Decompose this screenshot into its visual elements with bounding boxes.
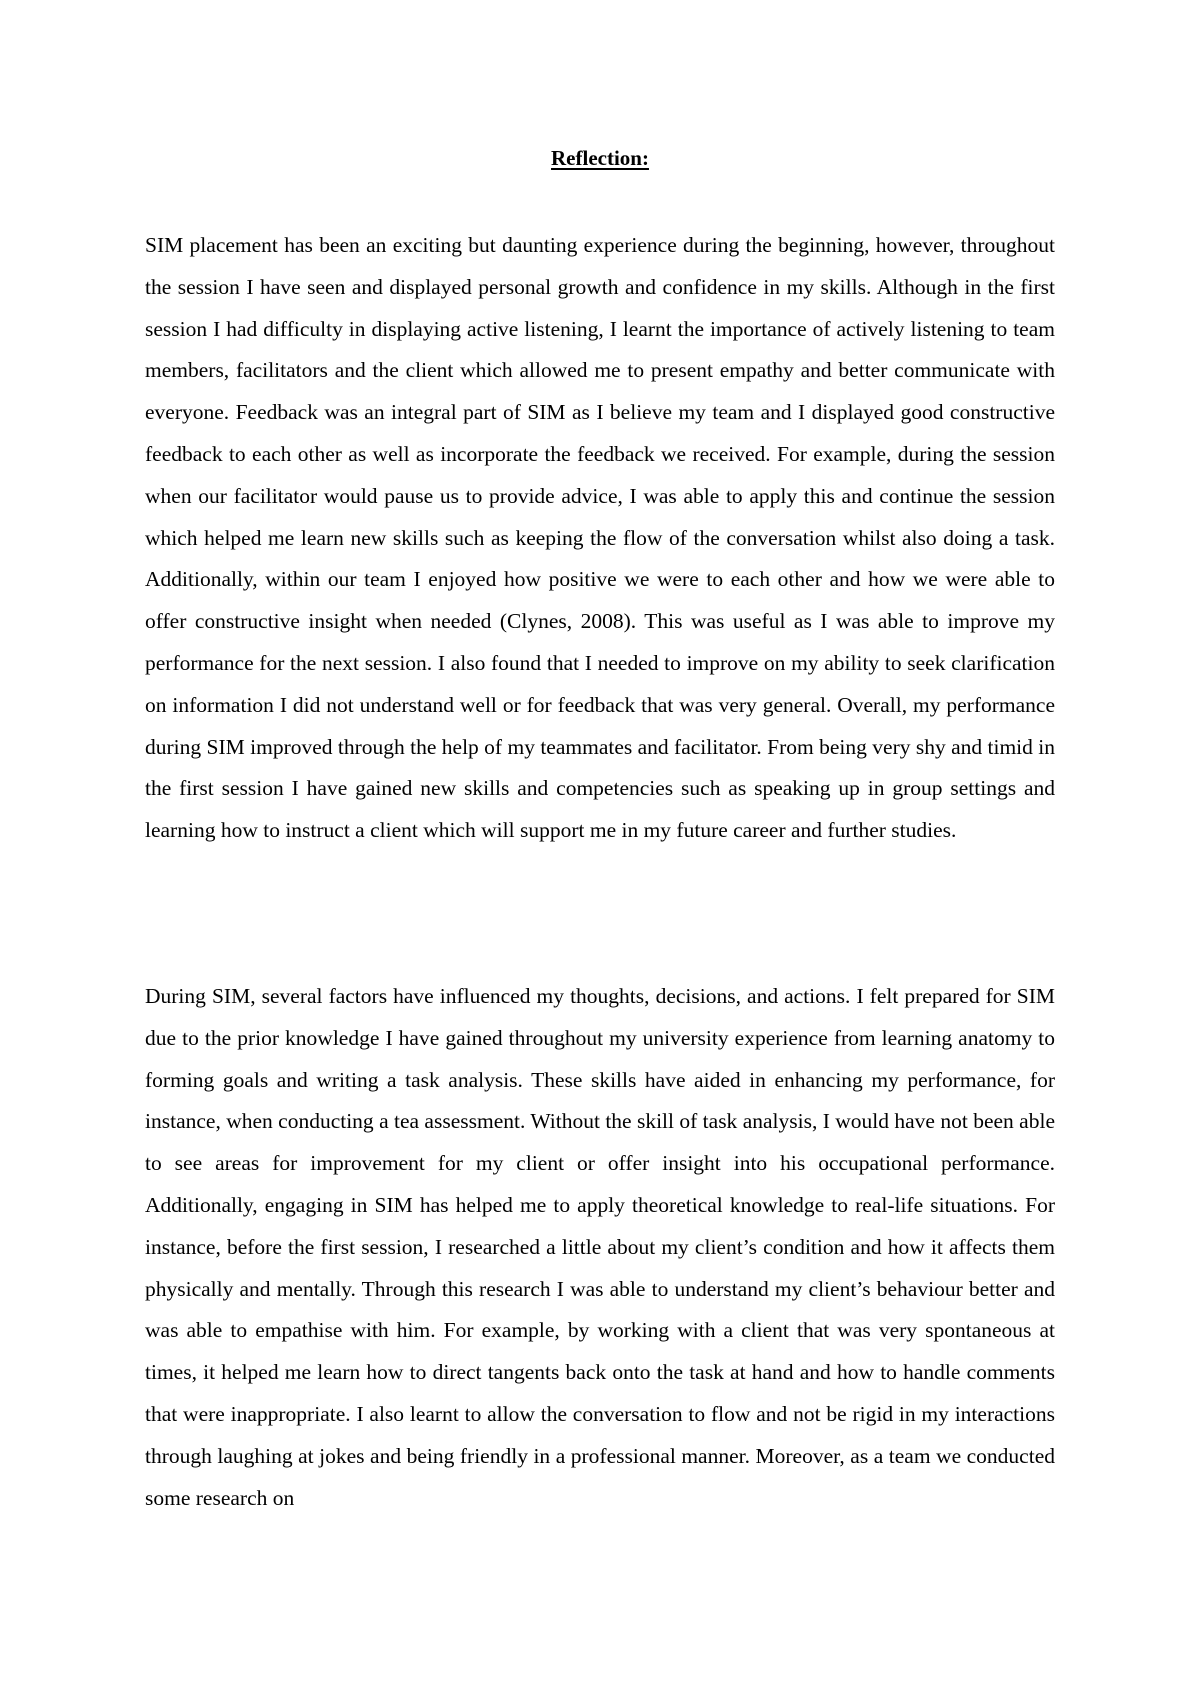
page-title: Reflection:	[551, 146, 649, 170]
paragraph-1: SIM placement has been an exciting but daunting experience during the beginning, however, throughout the session I have seen and displayed personal growth and confidence in my skills. Although in the first session I had difficulty in displaying active listening, I learnt the importance of actively listening to team members, facilitators and the client which allowed me to present empathy and better communicate with everyone. Feedback was an integral part of SIM as I believe my team and I displayed good constructive feedback to each other as well as incorporate the feedback we received. For example, during the session when our facilitator would pause us to provide advice, I was able to apply this and continue the session which helped me learn new skills such as keeping the flow of the conversation whilst also doing a task. Additionally, within our team I enjoyed how positive we were to each other and how we were able to offer constructive insight when needed (Clynes, 2008). This was useful as I was able to improve my performance for the next session. I also found that I needed to improve on my ability to seek clarification on information I did not understand well or for feedback that was very general. Overall, my performance during SIM improved through the help of my teammates and facilitator. From being very shy and timid in the first session I have gained new skills and competencies such as speaking up in group settings and learning how to instruct a client which will support me in my future career and further studies.	[145, 233, 1056, 843]
paragraph-2: During SIM, several factors have influenced my thoughts, decisions, and actions. I felt prepared for SIM due to the prior knowledge I have gained throughout my university experience from learning anatomy to forming goals and writing a task analysis. These skills have aided in enhancing my performance, for instance, when conducting a tea assessment. Without the skill of task analysis, I would have not been able to see areas for improvement for my client or offer insight into his occupational performance. Additionally, engaging in SIM has helped me to apply theoretical knowledge to real-life situations. For instance, before the first session, I researched a little about my client’s condition and how it affects them physically and mentally. Through this research I was able to understand my client’s behaviour better and was able to empathise with him. For example, by working with a client that was very spontaneous at times, it helped me learn how to direct tangents back onto the task at hand and how to handle comments that were inappropriate. I also learnt to allow the conversation to flow and not be rigid in my interactions through laughing at jokes and being friendly in a professional manner. Moreover, as a team we conducted some research on	[145, 984, 1055, 1510]
